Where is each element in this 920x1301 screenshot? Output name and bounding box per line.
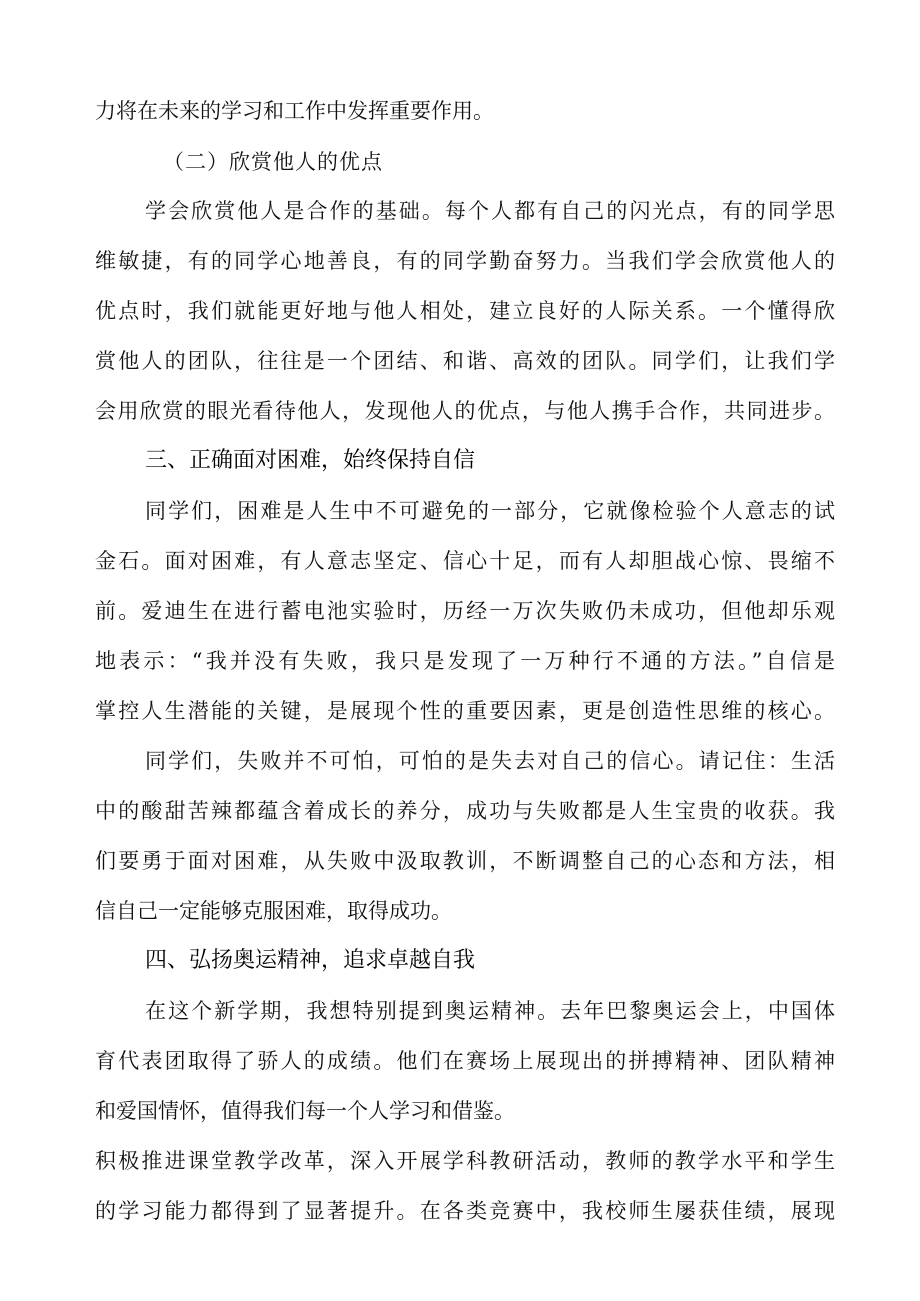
subsection-heading: （二）欣赏他人的优点 bbox=[163, 150, 383, 174]
body-line: 和爱国情怀，值得我们每一个人学习和借鉴。 bbox=[95, 1099, 515, 1123]
body-line: 力将在未来的学习和工作中发挥重要作用。 bbox=[95, 99, 494, 123]
body-line: 掌控人生潜能的关键，是展现个性的重要因素，更是创造性思维的核心。 bbox=[95, 699, 835, 723]
body-line: 信自己一定能够克服困难，取得成功。 bbox=[95, 899, 452, 923]
body-line: 的学习能力都得到了显著提升。在各类竞赛中，我校师生屡获佳绩，展现 bbox=[95, 1199, 835, 1223]
body-line: 育代表团取得了骄人的成绩。他们在赛场上展现出的拼搏精神、团队精神 bbox=[95, 1049, 835, 1073]
body-line: 们要勇于面对困难，从失败中汲取教训，不断调整自己的心态和方法，相 bbox=[95, 849, 835, 873]
body-line: 金石。面对困难，有人意志坚定、信心十足，而有人却胆战心惊、畏缩不 bbox=[95, 549, 835, 573]
body-line: 会用欣赏的眼光看待他人，发现他人的优点，与他人携手合作，共同进步。 bbox=[95, 399, 835, 423]
body-line: 同学们，失败并不可怕，可怕的是失去对自己的信心。请记住：生活 bbox=[145, 749, 835, 773]
section-heading: 三、正确面对困难，始终保持自信 bbox=[145, 448, 476, 473]
body-line: 在这个新学期，我想特别提到奥运精神。去年巴黎奥运会上，中国体 bbox=[145, 999, 835, 1023]
body-line: 中的酸甜苦辣都蕴含着成长的养分，成功与失败都是人生宝贵的收获。我 bbox=[95, 799, 835, 823]
body-line: 维敏捷，有的同学心地善良，有的同学勤奋努力。当我们学会欣赏他人的 bbox=[95, 249, 835, 273]
body-line: 学会欣赏他人是合作的基础。每个人都有自己的闪光点，有的同学思 bbox=[145, 199, 835, 223]
body-line: 前。爱迪生在进行蓄电池实验时，历经一万次失败仍未成功，但他却乐观 bbox=[95, 599, 835, 623]
body-line: 赏他人的团队，往往是一个团结、和谐、高效的团队。同学们，让我们学 bbox=[95, 349, 835, 373]
body-line: 优点时，我们就能更好地与他人相处，建立良好的人际关系。一个懂得欣 bbox=[95, 299, 835, 323]
body-line: 同学们，困难是人生中不可避免的一部分，它就像检验个人意志的试 bbox=[145, 499, 835, 523]
section-heading: 四、弘扬奥运精神，追求卓越自我 bbox=[145, 948, 476, 973]
body-line: 积极推进课堂教学改革，深入开展学科教研活动，教师的教学水平和学生 bbox=[95, 1149, 835, 1173]
body-line: 地表示：“我并没有失败，我只是发现了一万种行不通的方法。”自信是 bbox=[95, 649, 835, 673]
